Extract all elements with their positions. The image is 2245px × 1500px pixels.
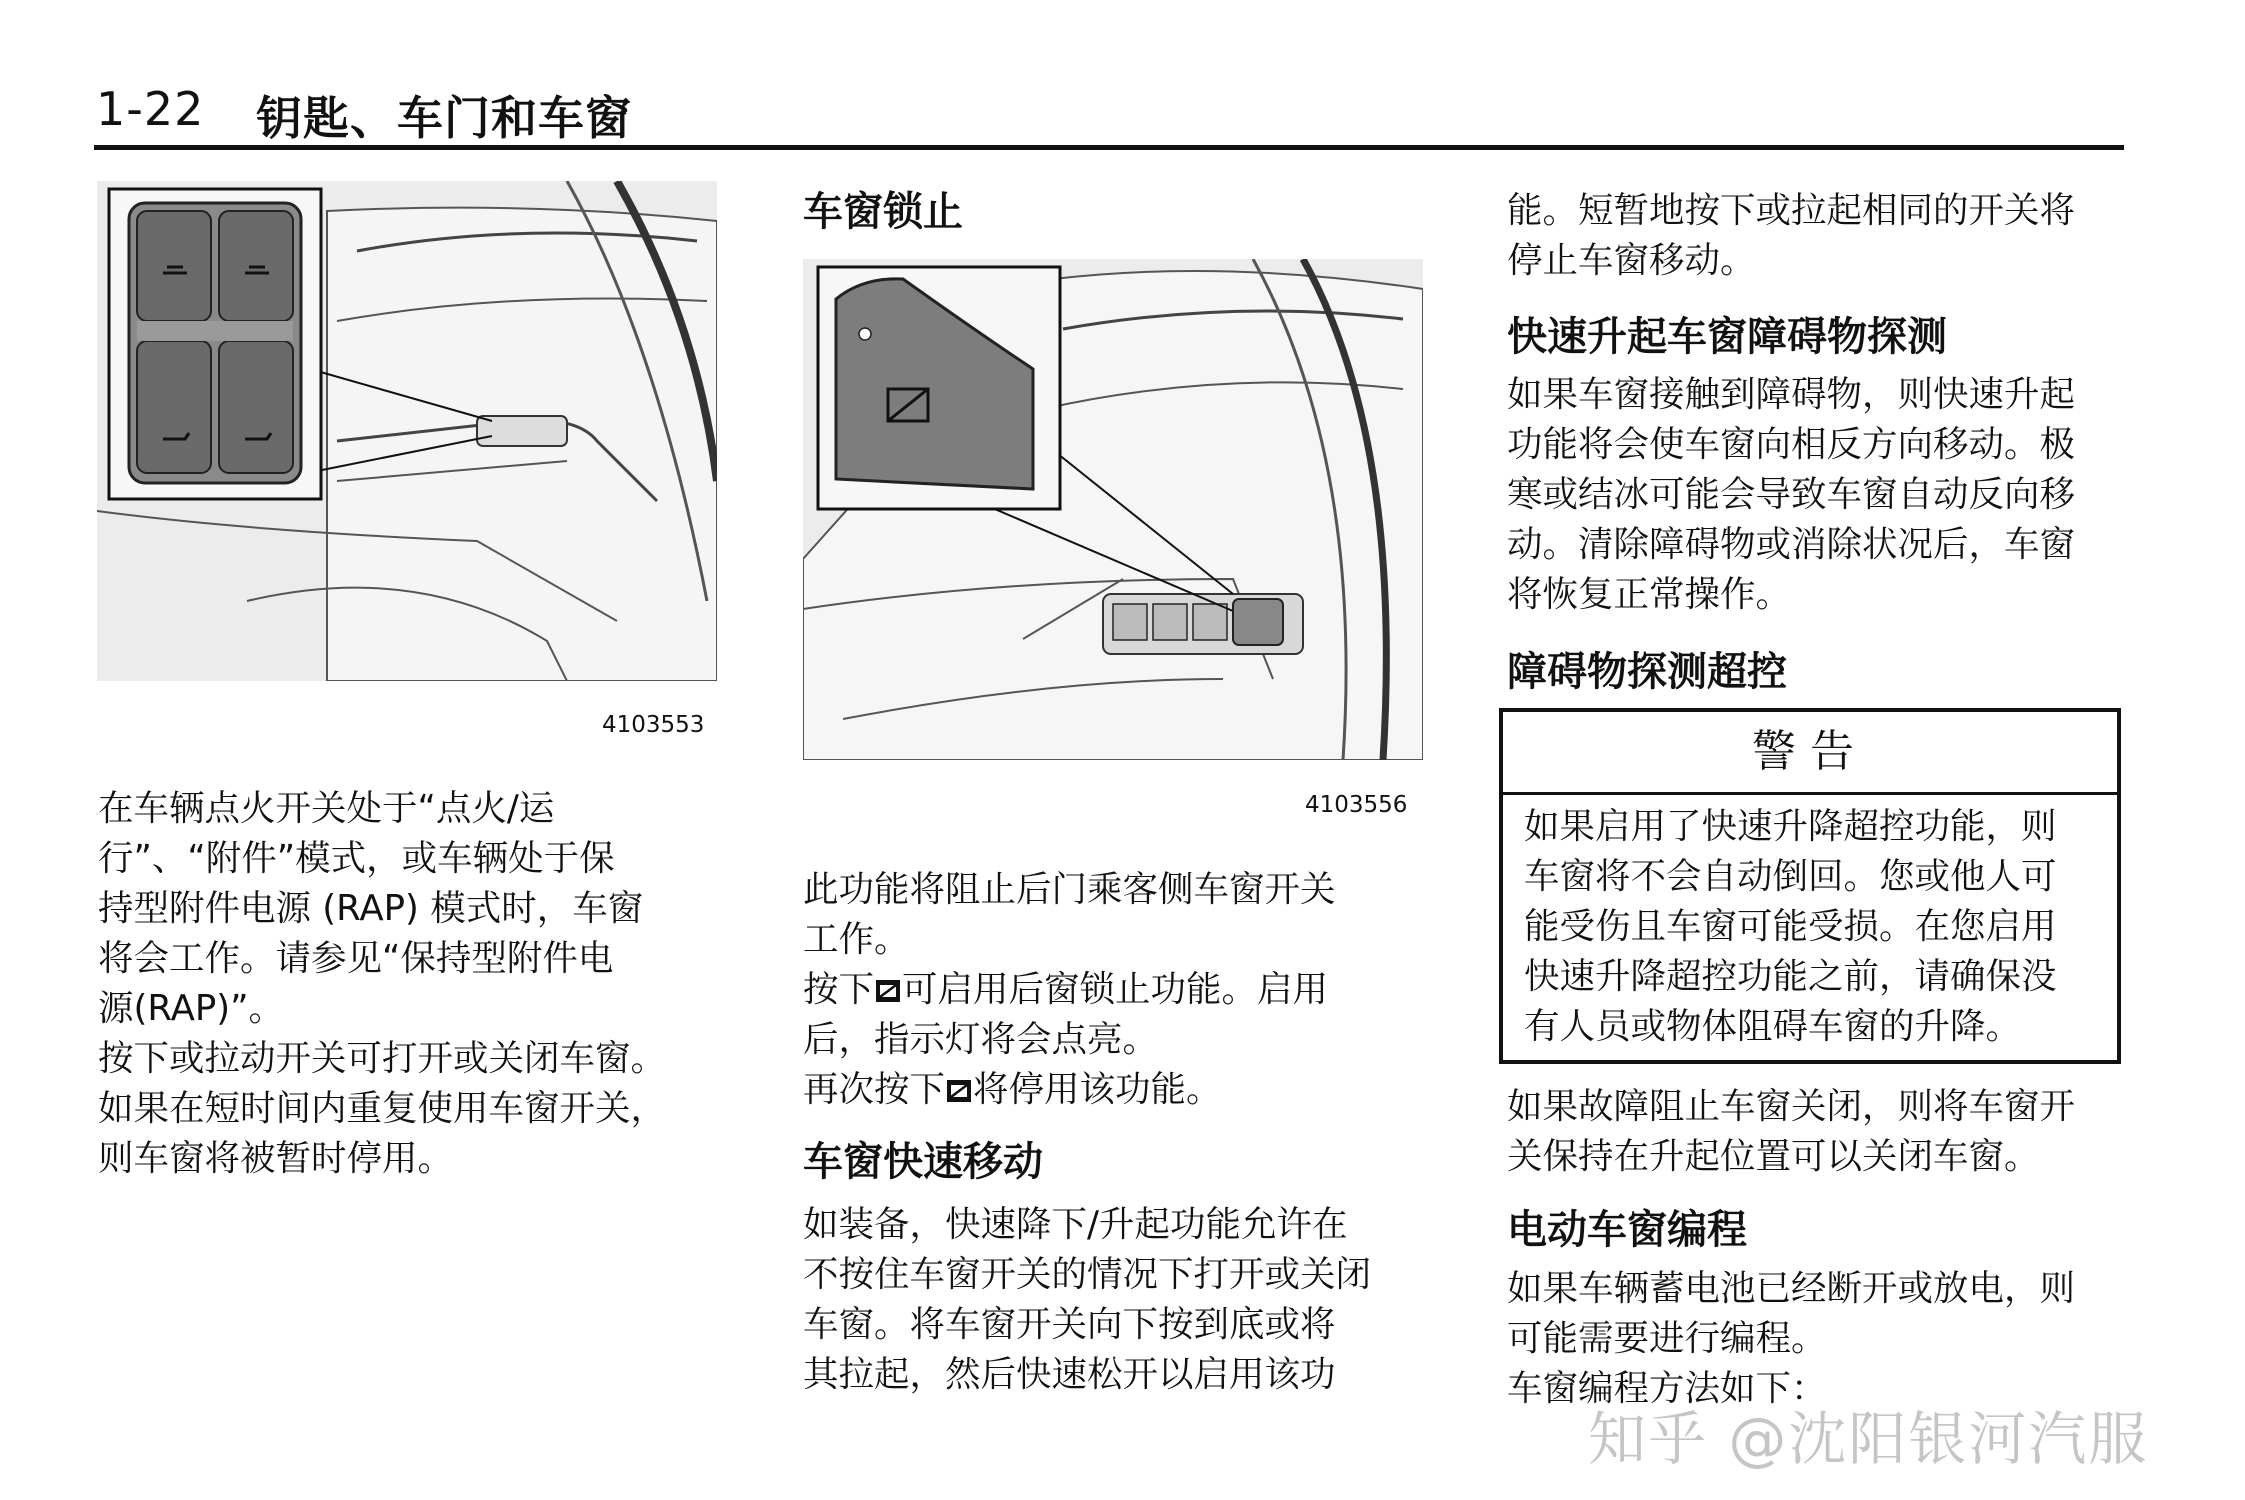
text-line [803,965,1336,1015]
text-line: 后，指示灯将会点亮。 [803,1019,1159,1060]
figure-caption-middle: 4103556 [1305,792,1408,818]
text-fragment: 可启用后窗锁止功能。启用 [902,969,1329,1010]
watermark: 知乎 @沈阳银河汽服 [1588,1405,2149,1473]
text-fragment: 按下 [803,969,875,1010]
text-line [803,1065,1336,1115]
text-line: 车窗编程方法如下： [1507,1368,1827,1409]
text-line: 不按住车窗开关的情况下打开或关闭 [803,1254,1372,1295]
left-paragraph-1 [98,784,666,1184]
page-number: 1-22 [96,82,205,136]
text-line: 如果车辆蓄电池已经断开或放电，则 [1507,1268,2076,1309]
text-line: 如果在短时间内重复使用车窗开关， [98,1088,667,1129]
lockout-text [803,865,1336,1115]
text-line: 按下或拉动开关可打开或关闭车窗。 [98,1038,667,1079]
text-line: 此功能将阻止后门乘客侧车窗开关 [803,869,1336,910]
text-line: 工作。 [803,919,910,960]
window-lockout-illustration [803,259,1423,760]
text-line: 将会工作。请参见“保持型附件电 [98,938,614,979]
text-line: 动。清除障碍物或消除状况后，车窗 [1507,524,2076,565]
text-line: 如果车窗接触到障碍物，则快速升起 [1507,374,2076,415]
warning-box [1499,708,2121,1064]
window-lock-icon [874,978,902,1004]
continuation-text [1507,186,2075,286]
warning-text [1524,802,2057,1052]
text-line: 车窗。将车窗开关向下按到底或将 [803,1304,1336,1345]
text-line: 其拉起，然后快速松开以启用该功 [803,1354,1336,1395]
text-line: 有人员或物体阻碍车窗的升降。 [1524,1006,2022,1047]
text-line: 则车窗将被暂时停用。 [98,1138,454,1179]
override-text [1507,1082,2075,1182]
warning-title: 警告 [1503,712,2117,795]
heading-override: 障碍物探测超控 [1507,649,1787,695]
text-line: 能。短暂地按下或拉起相同的开关将 [1507,190,2076,231]
text-line: 关保持在升起位置可以关闭车窗。 [1507,1136,2040,1177]
text-fragment: 再次按下 [803,1069,946,1110]
window-switch-illustration [97,181,717,681]
text-line: 寒或结冰可能会导致车窗自动反向移 [1507,474,2076,515]
window-lockout-figure [803,259,1423,760]
heading-express-movement: 车窗快速移动 [803,1139,1043,1185]
text-line: 车窗将不会自动倒回。您或他人可 [1524,856,2057,897]
text-line: 在车辆点火开关处于“点火/运 [98,788,555,829]
window-lock-icon [945,1078,973,1104]
figure-caption-left: 4103553 [602,712,705,738]
obstacle-detection-text [1507,370,2075,620]
header-rule [94,145,2124,150]
text-line: 快速升降超控功能之前，请确保没 [1524,956,2057,997]
text-line: 如果启用了快速升降超控功能，则 [1524,806,2057,847]
text-line: 持型附件电源 (RAP) 模式时，车窗 [98,888,644,929]
express-movement-text [803,1200,1371,1400]
text-line: 可能需要进行编程。 [1507,1318,1827,1359]
text-line: 能受伤且车窗可能受损。在您启用 [1524,906,2057,947]
heading-programming: 电动车窗编程 [1507,1207,1747,1253]
text-line: 行”、“附件”模式，或车辆处于保 [98,838,615,879]
chapter-title: 钥匙、车门和车窗 [256,91,632,145]
text-fragment: 将停用该功能。 [973,1069,1222,1110]
text-line: 如果故障阻止车窗关闭，则将车窗开 [1507,1086,2076,1127]
heading-window-lockout: 车窗锁止 [803,189,963,235]
text-line: 停止车窗移动。 [1507,240,1756,281]
window-switch-figure [97,181,717,681]
heading-obstacle-detection: 快速升起车窗障碍物探测 [1507,314,1947,360]
text-line: 如装备，快速降下/升起功能允许在 [803,1204,1348,1245]
text-line: 将恢复正常操作。 [1507,574,1792,615]
text-line: 功能将会使车窗向相反方向移动。极 [1507,424,2076,465]
text-line: 源(RAP)”。 [98,988,285,1029]
